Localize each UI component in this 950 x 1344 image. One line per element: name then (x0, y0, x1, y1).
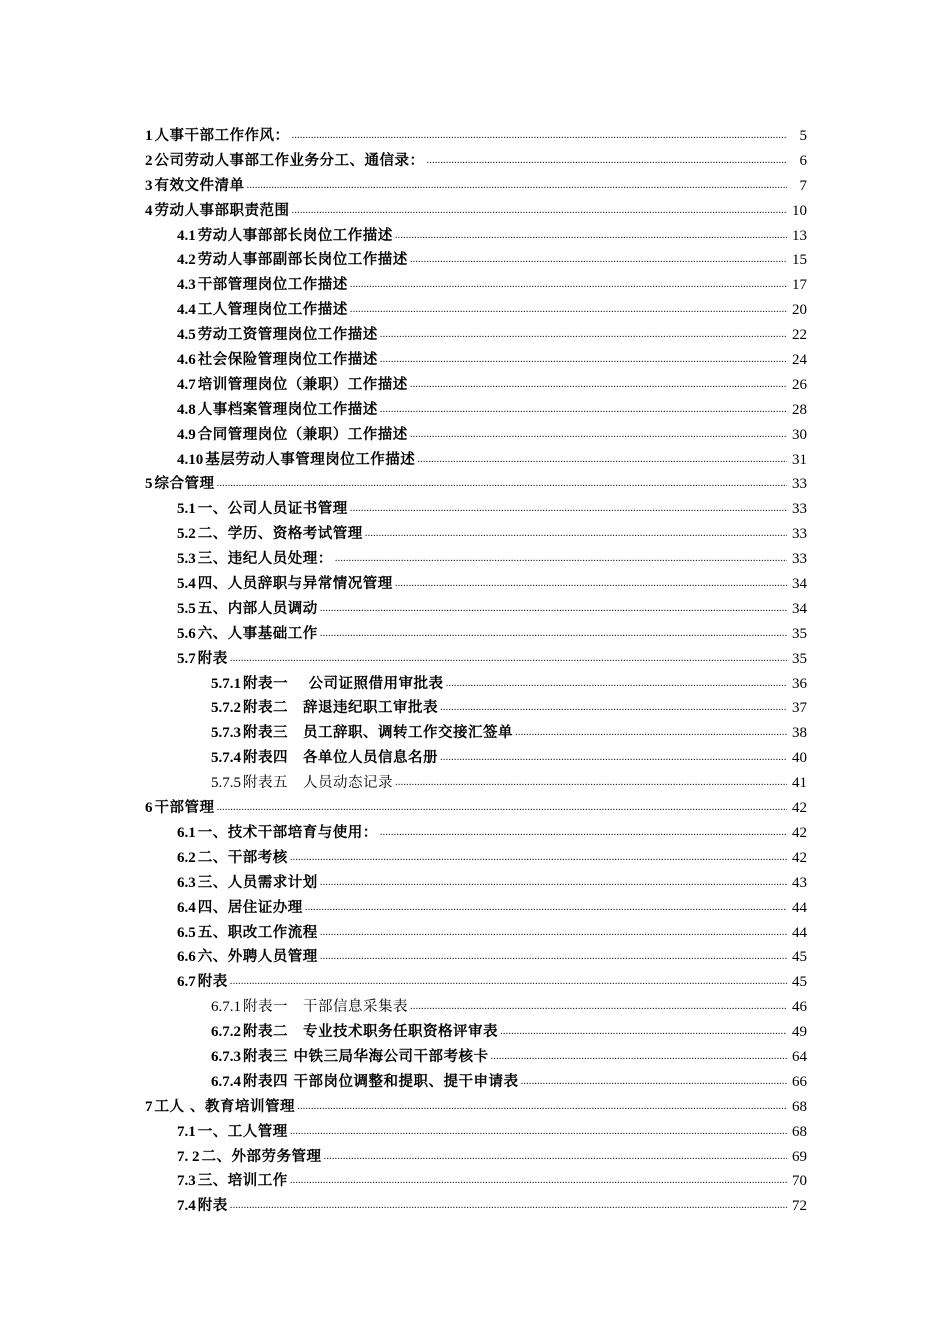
toc-entry-number: 5.6 (177, 625, 196, 642)
toc-entry-number: 3 (145, 177, 153, 194)
toc-entry-title: 附表 (197, 973, 228, 991)
toc-entry-number: 5.2 (177, 526, 196, 543)
toc-entry[interactable] (145, 398, 807, 423)
toc-entry-title: 附表 (197, 649, 228, 667)
toc-entry-page: 70 (792, 1173, 807, 1190)
toc-entry-number: 6.7.3 (211, 1048, 241, 1065)
toc-entry-page: 34 (792, 600, 807, 617)
table-of-contents (145, 124, 807, 1219)
toc-entry-page: 22 (792, 327, 807, 344)
dot-leader (290, 1167, 787, 1193)
toc-entry[interactable] (145, 373, 807, 398)
toc-entry[interactable] (145, 522, 807, 547)
toc-entry-page: 34 (792, 576, 807, 593)
dot-leader (410, 246, 787, 272)
toc-entry-title: 二、学历、资格考试管理 (197, 525, 363, 543)
toc-entry-title: 三、人员需求计划 (197, 873, 318, 891)
dot-leader (491, 1043, 787, 1069)
toc-entry[interactable] (145, 721, 807, 746)
toc-entry-title: 工人 、教育培训管理 (154, 1097, 296, 1115)
dot-leader (247, 172, 788, 198)
toc-entry-page: 46 (792, 999, 807, 1016)
dot-leader (417, 446, 787, 472)
dot-leader (320, 620, 787, 646)
toc-entry-page: 41 (792, 775, 807, 792)
dot-leader (380, 819, 787, 845)
toc-entry-page: 38 (792, 725, 807, 742)
dot-leader (365, 520, 787, 546)
toc-entry-page: 7 (799, 177, 807, 194)
dot-leader (297, 1093, 787, 1119)
toc-entry-page: 68 (792, 1098, 807, 1115)
toc-entry-number: 5.7 (177, 650, 196, 667)
toc-entry-number: 7.3 (177, 1173, 196, 1190)
toc-entry[interactable] (145, 696, 807, 721)
toc-entry-page: 10 (792, 202, 807, 219)
dot-leader (292, 197, 788, 223)
toc-entry[interactable] (145, 124, 807, 149)
toc-entry-page: 49 (792, 1024, 807, 1041)
toc-entry-title: 综合管理 (154, 475, 215, 493)
toc-entry-number: 6.7.4 (211, 1073, 241, 1090)
toc-entry[interactable] (145, 796, 807, 821)
toc-entry-title: 劳动工资管理岗位工作描述 (197, 326, 378, 344)
toc-entry-page: 20 (792, 302, 807, 319)
toc-entry-title: 附表三 中铁三局华海公司干部考核卡 (243, 1047, 489, 1065)
toc-entry[interactable] (145, 746, 807, 771)
toc-entry-page: 5 (799, 128, 807, 144)
toc-entry-title: 三、培训工作 (197, 1172, 288, 1190)
toc-entry-number: 4.2 (177, 252, 196, 269)
dot-leader (350, 296, 787, 322)
toc-entry-title: 工人管理岗位工作描述 (197, 301, 348, 319)
toc-entry[interactable] (145, 871, 807, 896)
dot-leader (350, 495, 787, 521)
toc-entry-page: 35 (792, 650, 807, 667)
toc-entry-title: 五、内部人员调动 (197, 599, 318, 617)
dot-leader (440, 694, 787, 720)
toc-entry-title: 一、公司人员证书管理 (197, 500, 348, 518)
toc-entry-title: 二、干部考核 (197, 848, 288, 866)
toc-entry-title: 附表二 辞退违纪职工审批表 (243, 699, 438, 717)
dot-leader (500, 1018, 787, 1044)
toc-entry-page: 45 (792, 974, 807, 991)
dot-leader (230, 645, 787, 671)
toc-entry-page: 42 (792, 800, 807, 817)
toc-entry-page: 37 (792, 700, 807, 717)
toc-entry-number: 4.6 (177, 352, 196, 369)
toc-entry-page: 44 (792, 899, 807, 916)
toc-entry[interactable] (145, 1145, 807, 1170)
toc-entry-page: 72 (792, 1198, 807, 1215)
toc-entry-title: 干部管理 (154, 799, 215, 817)
toc-entry-title: 公司劳动人事部工作业务分工、通信录： (154, 151, 425, 169)
toc-entry[interactable] (145, 921, 807, 946)
toc-entry-number: 6.7.1 (211, 999, 241, 1016)
toc-entry-title: 附表一 干部信息采集表 (243, 999, 408, 1016)
toc-entry-title: 附表四 干部岗位调整和提职、提干申请表 (243, 1072, 519, 1090)
toc-entry-page: 42 (792, 824, 807, 841)
toc-entry[interactable] (145, 448, 807, 473)
toc-entry-title: 附表 (197, 1197, 228, 1215)
toc-entry[interactable] (145, 248, 807, 273)
dot-leader (395, 570, 787, 596)
toc-entry-number: 6.7.2 (211, 1024, 241, 1041)
toc-entry[interactable] (145, 423, 807, 448)
toc-entry-number: 4.7 (177, 376, 196, 393)
toc-entry[interactable] (145, 896, 807, 921)
toc-entry-number: 7.4 (177, 1198, 196, 1215)
toc-entry-number: 5.4 (177, 576, 196, 593)
toc-entry[interactable] (145, 298, 807, 323)
dot-leader (292, 122, 788, 148)
toc-entry-number: 5.1 (177, 501, 196, 518)
toc-entry[interactable] (145, 771, 807, 796)
dot-leader (230, 968, 787, 994)
dot-leader (380, 396, 787, 422)
toc-entry[interactable] (145, 1120, 807, 1145)
toc-entry[interactable] (145, 672, 807, 697)
dot-leader (320, 919, 787, 945)
toc-entry-page: 15 (792, 252, 807, 269)
toc-entry-title: 二、外部劳务管理 (201, 1147, 322, 1165)
toc-entry-number: 6.1 (177, 824, 196, 841)
toc-entry[interactable] (145, 995, 807, 1020)
toc-entry-page: 28 (792, 401, 807, 418)
toc-entry[interactable] (145, 597, 807, 622)
toc-entry[interactable] (145, 647, 807, 672)
toc-entry-number: 6.6 (177, 949, 196, 966)
dot-leader (427, 147, 788, 173)
toc-entry-page: 6 (799, 152, 807, 169)
toc-entry-number: 4 (145, 202, 153, 219)
toc-entry-title: 三、违纪人员处理： (197, 550, 333, 568)
toc-entry-title: 附表四 各单位人员信息名册 (243, 749, 438, 767)
dot-leader (410, 371, 787, 397)
dot-leader (320, 943, 787, 969)
toc-entry-title: 人事干部工作作风： (154, 127, 290, 144)
dot-leader (395, 222, 787, 248)
toc-entry-number: 1 (145, 128, 153, 144)
toc-entry-number: 4.10 (177, 451, 204, 468)
toc-entry-title: 一、技术干部培育与使用： (197, 823, 378, 841)
toc-entry[interactable] (145, 199, 807, 224)
toc-entry-number: 5.7.5 (211, 775, 241, 792)
dot-leader (335, 545, 787, 571)
toc-entry-number: 6.2 (177, 849, 196, 866)
toc-entry-number: 5 (145, 476, 153, 493)
toc-entry[interactable] (145, 821, 807, 846)
toc-entry-title: 劳动人事部部长岗位工作描述 (197, 226, 393, 244)
toc-entry-page: 33 (792, 526, 807, 543)
toc-entry-page: 33 (792, 476, 807, 493)
toc-entry[interactable] (145, 970, 807, 995)
dot-leader (380, 346, 787, 372)
toc-entry-number: 5.7.1 (211, 675, 241, 692)
toc-entry-title: 培训管理岗位（兼职）工作描述 (197, 375, 408, 393)
toc-entry[interactable] (145, 273, 807, 298)
toc-entry[interactable] (145, 622, 807, 647)
toc-entry-page: 44 (792, 924, 807, 941)
toc-entry[interactable] (145, 1169, 807, 1194)
toc-entry-title: 六、外聘人员管理 (197, 948, 318, 966)
toc-entry-title: 四、人员辞职与异常情况管理 (197, 575, 393, 593)
dot-leader (217, 470, 788, 496)
toc-entry[interactable] (145, 945, 807, 970)
dot-leader (290, 1118, 787, 1144)
toc-entry-number: 6.4 (177, 899, 196, 916)
dot-leader (395, 769, 787, 795)
dot-leader (515, 719, 787, 745)
toc-entry-title: 劳动人事部职责范围 (154, 201, 290, 219)
dot-leader (324, 1143, 788, 1169)
toc-entry-number: 5.7.4 (211, 750, 241, 767)
toc-entry-number: 5.7.3 (211, 725, 241, 742)
dot-leader (290, 844, 787, 870)
toc-entry[interactable] (145, 1095, 807, 1120)
dot-leader (320, 595, 787, 621)
toc-entry-page: 17 (792, 277, 807, 294)
toc-entry[interactable] (145, 497, 807, 522)
toc-entry[interactable] (145, 174, 807, 199)
toc-entry-title: 合同管理岗位（兼职）工作描述 (197, 425, 408, 443)
toc-entry-title: 劳动人事部副部长岗位工作描述 (197, 251, 408, 269)
toc-entry[interactable] (145, 323, 807, 348)
dot-leader (320, 869, 787, 895)
toc-entry-page: 26 (792, 376, 807, 393)
toc-entry-number: 5.5 (177, 600, 196, 617)
toc-entry-number: 6 (145, 800, 153, 817)
toc-entry-title: 基层劳动人事管理岗位工作描述 (205, 450, 416, 468)
toc-entry-page: 43 (792, 874, 807, 891)
toc-entry[interactable] (145, 149, 807, 174)
toc-entry-number: 4.9 (177, 426, 196, 443)
toc-entry-number: 7 (145, 1098, 153, 1115)
toc-entry-page: 33 (792, 551, 807, 568)
toc-entry-page: 68 (792, 1123, 807, 1140)
toc-entry-number: 6.3 (177, 874, 196, 891)
toc-entry-number: 5.3 (177, 551, 196, 568)
dot-leader (217, 794, 788, 820)
toc-entry-page: 24 (792, 352, 807, 369)
dot-leader (440, 744, 787, 770)
toc-entry[interactable] (145, 846, 807, 871)
toc-entry-number: 6.7 (177, 974, 196, 991)
toc-entry-title: 一、工人管理 (197, 1122, 288, 1140)
dot-leader (305, 894, 787, 920)
toc-entry[interactable] (145, 1194, 807, 1219)
toc-entry-page: 33 (792, 501, 807, 518)
toc-entry[interactable] (145, 348, 807, 373)
toc-entry[interactable] (145, 572, 807, 597)
toc-entry-number: 6.5 (177, 924, 196, 941)
toc-entry-page: 42 (792, 849, 807, 866)
dot-leader (410, 421, 787, 447)
toc-entry-page: 66 (792, 1073, 807, 1090)
toc-entry-page: 40 (792, 750, 807, 767)
toc-entry-number: 7.1 (177, 1123, 196, 1140)
toc-entry-number: 4.8 (177, 401, 196, 418)
toc-entry-number: 4.5 (177, 327, 196, 344)
toc-entry-title: 人事档案管理岗位工作描述 (197, 400, 378, 418)
dot-leader (380, 321, 787, 347)
toc-entry-number: 4.4 (177, 302, 196, 319)
toc-entry-title: 四、居住证办理 (197, 898, 303, 916)
toc-entry-title: 干部管理岗位工作描述 (197, 276, 348, 294)
toc-entry-page: 35 (792, 625, 807, 642)
toc-entry-page: 30 (792, 426, 807, 443)
toc-entry-title: 附表二 专业技术职务任职资格评审表 (243, 1023, 498, 1041)
toc-entry-number: 2 (145, 152, 153, 169)
toc-entry-title: 附表五 人员动态记录 (243, 775, 393, 792)
toc-entry-page: 64 (792, 1048, 807, 1065)
toc-entry[interactable] (145, 1020, 807, 1045)
toc-entry[interactable] (145, 472, 807, 497)
toc-entry-number: 7. 2 (177, 1148, 200, 1165)
toc-entry-title: 附表三 员工辞职、调转工作交接汇签单 (243, 724, 513, 742)
dot-leader (230, 1192, 787, 1218)
toc-entry[interactable] (145, 547, 807, 572)
toc-entry-page: 13 (792, 227, 807, 244)
toc-entry-title: 有效文件清单 (154, 176, 245, 194)
toc-entry-page: 31 (792, 451, 807, 468)
toc-entry-title: 社会保险管理岗位工作描述 (197, 351, 378, 369)
toc-entry[interactable] (145, 1070, 807, 1095)
toc-entry-page: 36 (792, 675, 807, 692)
toc-entry[interactable] (145, 224, 807, 249)
toc-entry-title: 附表一 公司证照借用审批表 (243, 674, 444, 692)
toc-entry-number: 4.1 (177, 227, 196, 244)
dot-leader (410, 993, 787, 1019)
toc-entry[interactable] (145, 1045, 807, 1070)
dot-leader (446, 670, 787, 696)
dot-leader (350, 271, 787, 297)
toc-entry-number: 5.7.2 (211, 700, 241, 717)
toc-entry-number: 4.3 (177, 277, 196, 294)
toc-entry-title: 五、职改工作流程 (197, 923, 318, 941)
dot-leader (521, 1068, 787, 1094)
toc-entry-page: 45 (792, 949, 807, 966)
toc-entry-page: 69 (792, 1148, 807, 1165)
toc-entry-title: 六、人事基础工作 (197, 624, 318, 642)
